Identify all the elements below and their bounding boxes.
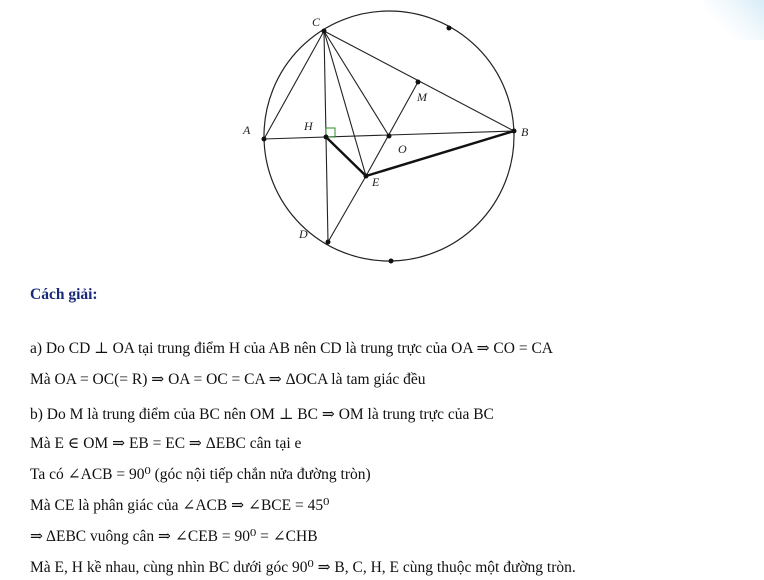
label-d: D — [299, 227, 308, 241]
label-a: A — [243, 123, 251, 137]
solution-line-4: Mà E ∈ OM ⇒ EB = EC ⇒ ΔEBC cân tại e — [30, 435, 302, 452]
label-m: M — [417, 90, 427, 104]
solution-line-8: Mà E, H kề nhau, cùng nhìn BC dưới góc 90⁰ ⇒ B, C, H, E cùng thuộc một đường tròn. — [30, 559, 576, 576]
point-m — [416, 80, 421, 85]
solution-line-5: Ta có ∠ACB = 90⁰ (góc nội tiếp chắn nửa đường tròn) — [30, 466, 371, 483]
label-c: C — [312, 15, 321, 29]
label-h: H — [304, 119, 313, 133]
point-d — [326, 240, 331, 245]
solution-line-6: Mà CE là phân giác của ∠ACB ⇒ ∠BCE = 45⁰ — [30, 497, 330, 514]
segment-ca — [264, 31, 324, 139]
point-o — [387, 134, 392, 139]
label-b: B — [521, 125, 529, 139]
solution-line-7: ⇒ ΔEBC vuông cân ⇒ ∠CEB = 90⁰ = ∠CHB — [30, 528, 318, 545]
solution-heading: Cách giải: — [30, 286, 98, 303]
solution-line-3: b) Do M là trung điểm của BC nên OM ⊥ BC ⇒ OM là trung trực của BC — [30, 406, 494, 423]
segment-ed — [328, 176, 366, 242]
solution-line-2: Mà OA = OC(= R) ⇒ OA = OC = CA ⇒ ΔOCA là tam giác đều — [30, 371, 426, 388]
point-e — [364, 174, 369, 179]
point-a — [262, 137, 267, 142]
segment-co — [324, 31, 389, 136]
point-h — [324, 135, 329, 140]
label-o: O — [398, 142, 407, 156]
point-b — [512, 129, 517, 134]
point-circle-bottom — [389, 259, 394, 264]
geometry-figure — [0, 0, 764, 275]
label-e: E — [372, 175, 380, 189]
point-circle-top — [447, 26, 452, 31]
solution-line-1: a) Do CD ⊥ OA tại trung điểm H của AB nên CD là trung trực của OA ⇒ CO = CA — [30, 340, 553, 357]
point-c — [322, 29, 327, 34]
